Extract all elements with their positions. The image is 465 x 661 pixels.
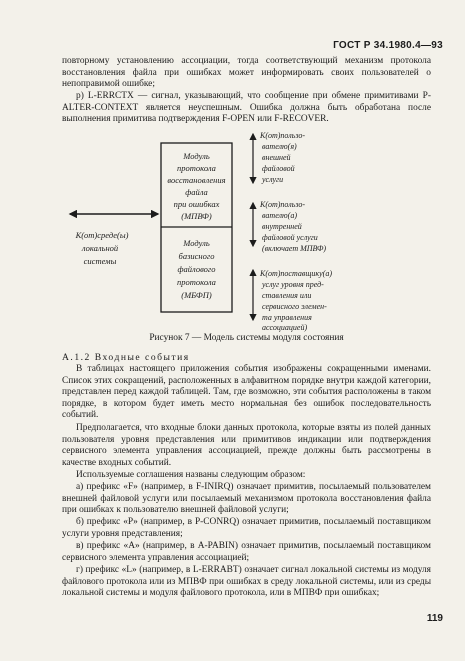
right-top-line: вателю(я) — [262, 142, 297, 151]
paragraph-prefix-f: а) префикс «F» (например, в F-INIRQ) означает примитив, посылаемый пользователем внешней файловой услуги или посылаемый механизмом протокола восстановления файла при ошибках к пользователю внешней файловой услуги; — [62, 482, 431, 516]
left-label-line: системы — [83, 256, 117, 266]
right-top-line: услуги — [262, 175, 284, 184]
document-header: ГОСТ Р 34.1980.4—93 — [333, 40, 443, 51]
right-middle-line: К(от)пользо- — [260, 200, 306, 209]
paragraph-prefix-p: б) префикс «P» (например, в P-CONRQ) означает примитив, посылаемый поставщиком услуги уровня представления; — [62, 517, 431, 539]
paragraph-continuation: повторному установлению ассоциации, тогда соответствующий механизм протокола восстановления файла при ошибках может информировать своих пользователей о непоправимой ошибке; — [62, 56, 431, 90]
section-title: А.1.2 Входные события — [62, 352, 190, 363]
left-label — [75, 230, 129, 266]
mbfp-line: файлового — [177, 264, 216, 274]
mbfp-label — [177, 238, 216, 300]
page-number: 119 — [426, 613, 443, 624]
right-top-label — [259, 131, 305, 184]
right-middle-label — [259, 200, 326, 253]
mbfp-line: базисного — [178, 251, 215, 261]
mbfp-line: Модуль — [183, 238, 210, 248]
mbfp-line: (МБФП) — [181, 290, 212, 300]
mpvf-line: восстановления — [167, 175, 226, 185]
paragraph-l-errctx: р) L-ERRCTX — сигнал, указывающий, что сообщение при обмене примитивами P-ALTER-CONTEXT является неуспешным. Ошибка должна быть обработана после выполнения примитива подтверждения F-OPEN или F-RECOVER. — [62, 91, 431, 125]
paragraph-intro: В таблицах настоящего приложения события изображены сокращенными именами. Список этих сокращений, расположенных в алфавитном порядке внутри каждой категории, представлен перед каждой таблицей. Там, где возможно, эти события расположены в таком порядке, в котором будет иметь место нормальная без ошибок последовательность событий. — [62, 364, 431, 421]
right-bottom-label — [259, 269, 332, 332]
right-bottom-line: услуг уровня пред- — [262, 280, 324, 289]
mpvf-label — [167, 151, 225, 221]
mpvf-line: файла — [185, 187, 208, 197]
mpvf-line: Модуль — [183, 151, 210, 161]
paragraph-prefix-a: в) префикс «A» (например, в A-PABIN) означает примитив, посылаемый поставщиком сервисного элемента управления ассоциацией; — [62, 541, 431, 563]
mpvf-line: (МПВФ) — [181, 211, 212, 221]
right-middle-line: (включает МПВФ) — [262, 244, 327, 253]
mpvf-line: при ошибках — [173, 199, 220, 209]
right-top-line: внешней — [262, 153, 291, 162]
right-middle-line: файловой услуги — [262, 233, 318, 242]
mpvf-line: протокола — [177, 163, 216, 173]
right-top-line: файловой — [262, 164, 295, 173]
mbfp-line: протокола — [177, 277, 216, 287]
paragraph-prefix-l: г) префикс «L» (например, в L-ERRABT) означает сигнал локальной системы из модуля файлового протокола или из МПВФ при ошибках в среду локальной системы, или из среды локальной системы и модуля файлового протокола, или в МПВФ при ошибках; — [62, 565, 431, 599]
right-bottom-line: та управления — [262, 313, 312, 322]
figure-caption: Рисунок 7 — Модель системы модуля состояния — [149, 333, 344, 343]
right-bottom-line: ассоциацией) — [262, 323, 308, 332]
right-bottom-line: ставления или — [262, 291, 312, 300]
right-middle-line: вателю(а) — [262, 211, 298, 220]
left-label-line: К(от)среде(ы) — [75, 230, 129, 240]
right-top-line: К(от)пользо- — [260, 131, 306, 140]
paragraph-input-blocks: Предполагается, что входные блоки данных протокола, которые взяты из полей данных пользователя уровня представления или примитивов индикации или подтверждения сервисного элемента управления ассоциацией, прежде должны быть рассмотрены в качестве входных событий. — [62, 423, 431, 468]
paragraph-conventions: Используемые соглашения названы следующим образом: — [76, 470, 306, 480]
right-bottom-line: К(от)поставщику(а) — [260, 269, 332, 278]
left-label-line: локальной — [81, 243, 119, 253]
right-bottom-line: сервисного элемен- — [262, 302, 327, 311]
right-middle-line: внутренней — [262, 222, 302, 231]
